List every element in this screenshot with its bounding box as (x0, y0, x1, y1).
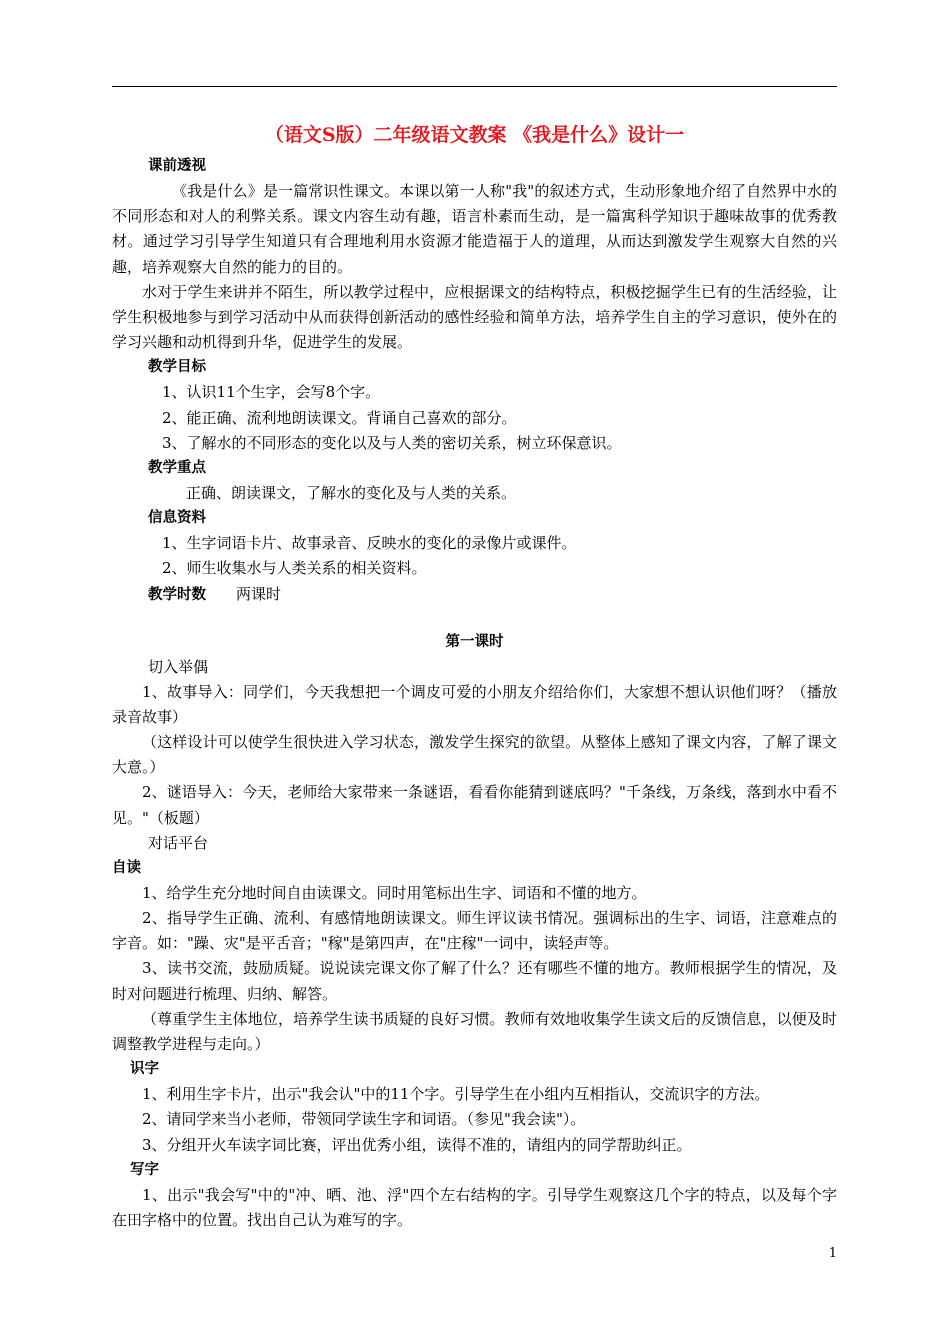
document-body (112, 120, 837, 1233)
paragraph: 2、请同学来当小老师，带领同学读生字和词语。（参见"我会读"）。 (142, 1110, 586, 1129)
goal-item: 2、能正确、流利地朗读课文。背诵自己喜欢的部分。 (162, 408, 517, 427)
heading-pre-view: 课前透视 (148, 158, 206, 174)
paragraph: 3、读书交流，鼓励质疑。说说读完课文你了解了什么？还有哪些不懂的地方。教师根据学生的情况，及时对问题进行梳理、归纳、解答。 (112, 959, 837, 1003)
page-number: 1 (828, 1246, 837, 1261)
heading-teaching-goals: 教学目标 (148, 359, 206, 376)
heading-self-read: 自读 (112, 859, 141, 876)
intro-label: 切入举偶 (148, 657, 209, 676)
goal-item: 1、认识11个生字，会写8个字。 (162, 383, 381, 402)
section-title-lesson-1: 第一课时 (445, 633, 504, 650)
paragraph: 1、给学生充分地时间自由读课文。同时用笔标出生字、词语和不懂的地方。 (142, 883, 647, 902)
paragraph: 1、出示"我会写"中的"冲、晒、池、浮"四个左右结构的字。引导学生观察这几个字的特点，以及每个字在田字格中的位置。找出自己认为难写的字。 (112, 1185, 837, 1230)
focus-text: 正确、朗读课文，了解水的变化及与人类的关系。 (186, 484, 517, 503)
paragraph: 3、分组开火车读字词比赛，评出优秀小组，读得不准的，请组内的同学帮助纠正。 (142, 1135, 692, 1154)
resource-item: 1、生字词语卡片、故事录音、反映水的变化的录像片或课件。 (162, 534, 577, 553)
paragraph: 2、谜语导入：今天，老师给大家带来一条谜语，看看你能猜到谜底吗？"千条线，万条线，落到水中看不见。"（板题） (112, 783, 837, 827)
document-title: （语文S版）二年级语文教案 《我是什么》设计一 (264, 124, 685, 146)
paragraph: 《我是什么》是一篇常识性课文。本课以第一人称"我"的叙述方式，生动形象地介绍了自然界中水的不同形态和对人的利弊关系。课文内容生动有趣，语言朴素而生动，是一篇寓科学知识于趣味故事的优秀教材。通过学习引导学生知道只有合理地利用水资源才能造福于人的道理，从而达到激发学生观察大自然的兴趣，培养观察大自然的能力的目的。 (112, 182, 837, 276)
dialog-label: 对话平台 (148, 833, 209, 852)
goal-item: 3、了解水的不同形态的变化以及与人类的密切关系，树立环保意识。 (162, 433, 622, 452)
teaching-hours-value: 两课时 (236, 584, 282, 603)
heading-teaching-focus: 教学重点 (148, 460, 206, 477)
spacer (112, 608, 837, 630)
resource-item: 2、师生收集水与人类关系的相关资料。 (162, 559, 427, 578)
header-rule (112, 86, 837, 87)
heading-resources: 信息资料 (148, 510, 206, 527)
paragraph: 1、故事导入：同学们，今天我想把一个调皮可爱的小朋友介绍给你们，大家想不想认识他们呀？（播放录音故事） (112, 682, 837, 726)
heading-recognize: 识字 (130, 1061, 159, 1078)
paragraph: 2、指导学生正确、流利、有感情地朗读课文。师生评议读书情况。强调标出的生字、词语，注意难点的字音。如："躁、灾"是平舌音；"稼"是第四声，在"庄稼"一词中，读轻声等。 (112, 909, 837, 953)
heading-write: 写字 (130, 1161, 159, 1178)
paragraph: （尊重学生主体地位，培养学生读书质疑的良好习惯。教师有效地收集学生读文后的反馈信息，以便及时调整教学进程与走向。） (112, 1009, 837, 1054)
paragraph: （这样设计可以使学生很快进入学习状态，激发学生探究的欲望。从整体上感知了课文内容，了解了课文大意。） (112, 733, 837, 777)
teaching-hours-label: 教学时数 (148, 586, 206, 603)
teaching-hours-row (112, 582, 837, 608)
paragraph: 1、利用生字卡片，出示"我会认"中的11个字。引导学生在小组内互相指认，交流识字的方法。 (142, 1085, 770, 1104)
paragraph: 水对于学生来讲并不陌生，所以教学过程中，应根据课文的结构特点，积极挖掘学生已有的生活经验，让学生积极地参与到学习活动中从而获得创新活动的感性经验和简单方法，培养学生自主的学习意识，使外在的学习兴趣和动机得到升华，促进学生的发展。 (112, 282, 837, 352)
